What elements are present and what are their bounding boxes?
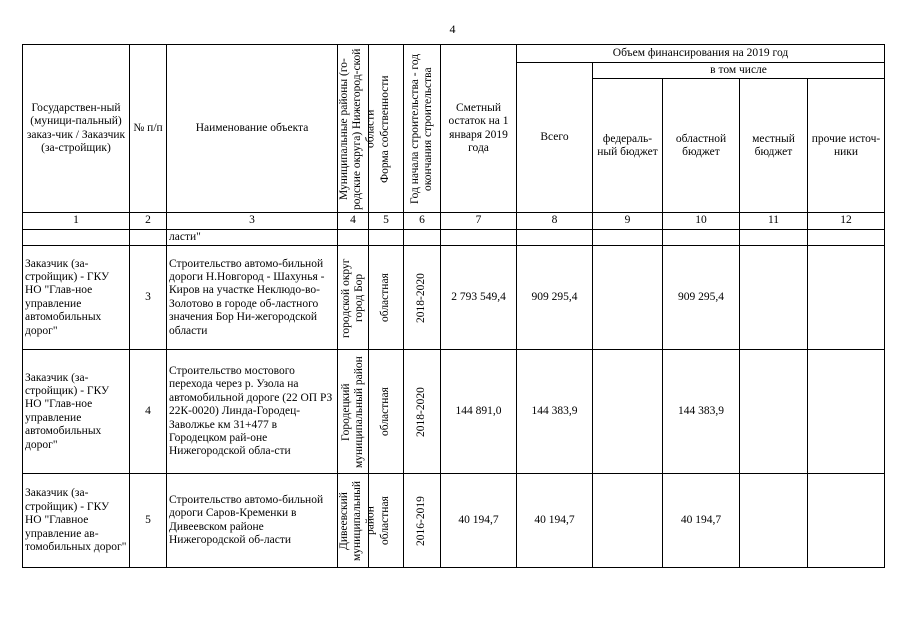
row-years: [404, 474, 441, 568]
header-num: № п/п: [130, 45, 167, 213]
column-number: 5: [369, 213, 404, 229]
row-other: [808, 474, 885, 568]
row-customer: Заказчик (за-стройщик) - ГКУ НО "Глав-ное управление автомобильных дорог": [23, 246, 130, 350]
table-row: [23, 246, 885, 350]
column-number: 2: [130, 213, 167, 229]
row-years: [404, 350, 441, 474]
row-local: [740, 474, 808, 568]
column-number: 9: [593, 213, 663, 229]
table-row: [23, 474, 885, 568]
row-federal: [593, 246, 663, 350]
row-object-name: Строительство автомо-бильной дороги Саров-Кременки в Дивеевском районе Нижегородской об-ласти: [167, 474, 338, 568]
row-regional: 909 295,4: [663, 246, 740, 350]
row-federal: [593, 350, 663, 474]
row-num: 5: [130, 474, 167, 568]
row-municipality: [338, 474, 377, 568]
column-number: 11: [740, 213, 808, 229]
header-years-text: Год начала строительства - год окончания строительства: [408, 53, 434, 204]
column-numbers-row: [23, 213, 885, 229]
header-regional: областной бюджет: [663, 79, 740, 213]
header-federal: федераль-ный бюджет: [593, 79, 663, 213]
continuation-cell: [404, 229, 441, 245]
column-number: 7: [441, 213, 517, 229]
column-number: 3: [167, 213, 338, 229]
row-total: 144 383,9: [517, 350, 593, 474]
header-remaining-cost: Сметный остаток на 1 января 2019 года: [441, 45, 517, 213]
row-ownership-text: областная: [379, 496, 392, 546]
header-municipality-text: Муниципальные районы (го-родские округа) Нижегород-ской области: [338, 47, 377, 210]
column-number: 1: [23, 213, 130, 229]
row-num: 4: [130, 350, 167, 474]
page-number: 4: [449, 22, 456, 36]
continuation-cell: [593, 229, 663, 245]
continuation-cell: [517, 229, 593, 245]
continuation-row: [23, 229, 885, 245]
row-ownership-text: областная: [379, 387, 392, 437]
continuation-cell: [23, 229, 130, 245]
row-object-name: Строительство автомо-бильной дороги Н.Новгород - Шахунья - Киров на участке Неклюдо-во-Золотово в городе об-ластного значения Бор Ни-жегородской области: [167, 246, 338, 350]
row-municipality: [338, 350, 369, 474]
header-local: местный бюджет: [740, 79, 808, 213]
continuation-cell: [130, 229, 167, 245]
row-remaining-cost: 2 793 549,4: [441, 246, 517, 350]
row-remaining-cost: 40 194,7: [441, 474, 517, 568]
row-regional: 144 383,9: [663, 350, 740, 474]
row-municipality-text: городской округ город Бор: [339, 258, 365, 338]
row-local: [740, 246, 808, 350]
financing-table: [22, 44, 885, 568]
header-including: в том числе: [593, 63, 885, 79]
row-years-text: 2016-2019: [415, 495, 428, 546]
continuation-text: ласти": [167, 229, 338, 245]
row-years-text: 2018-2020: [415, 386, 428, 437]
header-municipality: [338, 45, 377, 213]
header-years: [404, 45, 441, 213]
continuation-cell: [663, 229, 740, 245]
row-years-text: 2018-2020: [415, 272, 428, 323]
header-ownership-text: Форма собственности: [379, 74, 392, 183]
column-number: 10: [663, 213, 740, 229]
header-other: прочие источ-ники: [808, 79, 885, 213]
column-number: 4: [338, 213, 369, 229]
row-object-name: Строительство мостового перехода через р. Узола на автомобильной дороге (22 ОП РЗ 22К-0020) Линда-Городец-Заволжье км 31+477 в Городецком рай-оне Нижегородской обла-сти: [167, 350, 338, 474]
table-row: [23, 350, 885, 474]
header-financing-total: Объем финансирования на 2019 год: [517, 45, 885, 63]
continuation-cell: [338, 229, 369, 245]
continuation-cell: [369, 229, 404, 245]
row-ownership-text: областная: [379, 273, 392, 323]
row-num: 3: [130, 246, 167, 350]
header-total: Всего: [517, 63, 593, 213]
row-ownership: [369, 350, 404, 474]
row-total: 909 295,4: [517, 246, 593, 350]
row-remaining-cost: 144 891,0: [441, 350, 517, 474]
row-other: [808, 246, 885, 350]
row-municipality-text: Дивеевский муниципальный район: [338, 480, 377, 561]
continuation-cell: [441, 229, 517, 245]
row-customer: Заказчик (за-стройщик) - ГКУ НО "Главное управление ав-томобильных дорог": [23, 474, 130, 568]
header-object-name: Наименование объекта: [167, 45, 338, 213]
continuation-cell: [740, 229, 808, 245]
column-number: 8: [517, 213, 593, 229]
row-regional: 40 194,7: [663, 474, 740, 568]
column-number: 6: [404, 213, 441, 229]
row-local: [740, 350, 808, 474]
row-municipality-text: Городецкий муниципальный район: [339, 355, 365, 468]
column-number: 12: [808, 213, 885, 229]
row-years: [404, 246, 441, 350]
row-customer: Заказчик (за-стройщик) - ГКУ НО "Глав-ное управление автомобильных дорог": [23, 350, 130, 474]
row-total: 40 194,7: [517, 474, 593, 568]
row-municipality: [338, 246, 369, 350]
header-customer: Государствен-ный (муници-пальный) заказ-чик / Заказчик (за-стройщик): [23, 45, 130, 213]
row-ownership: [369, 246, 404, 350]
continuation-cell: [808, 229, 885, 245]
row-other: [808, 350, 885, 474]
row-federal: [593, 474, 663, 568]
